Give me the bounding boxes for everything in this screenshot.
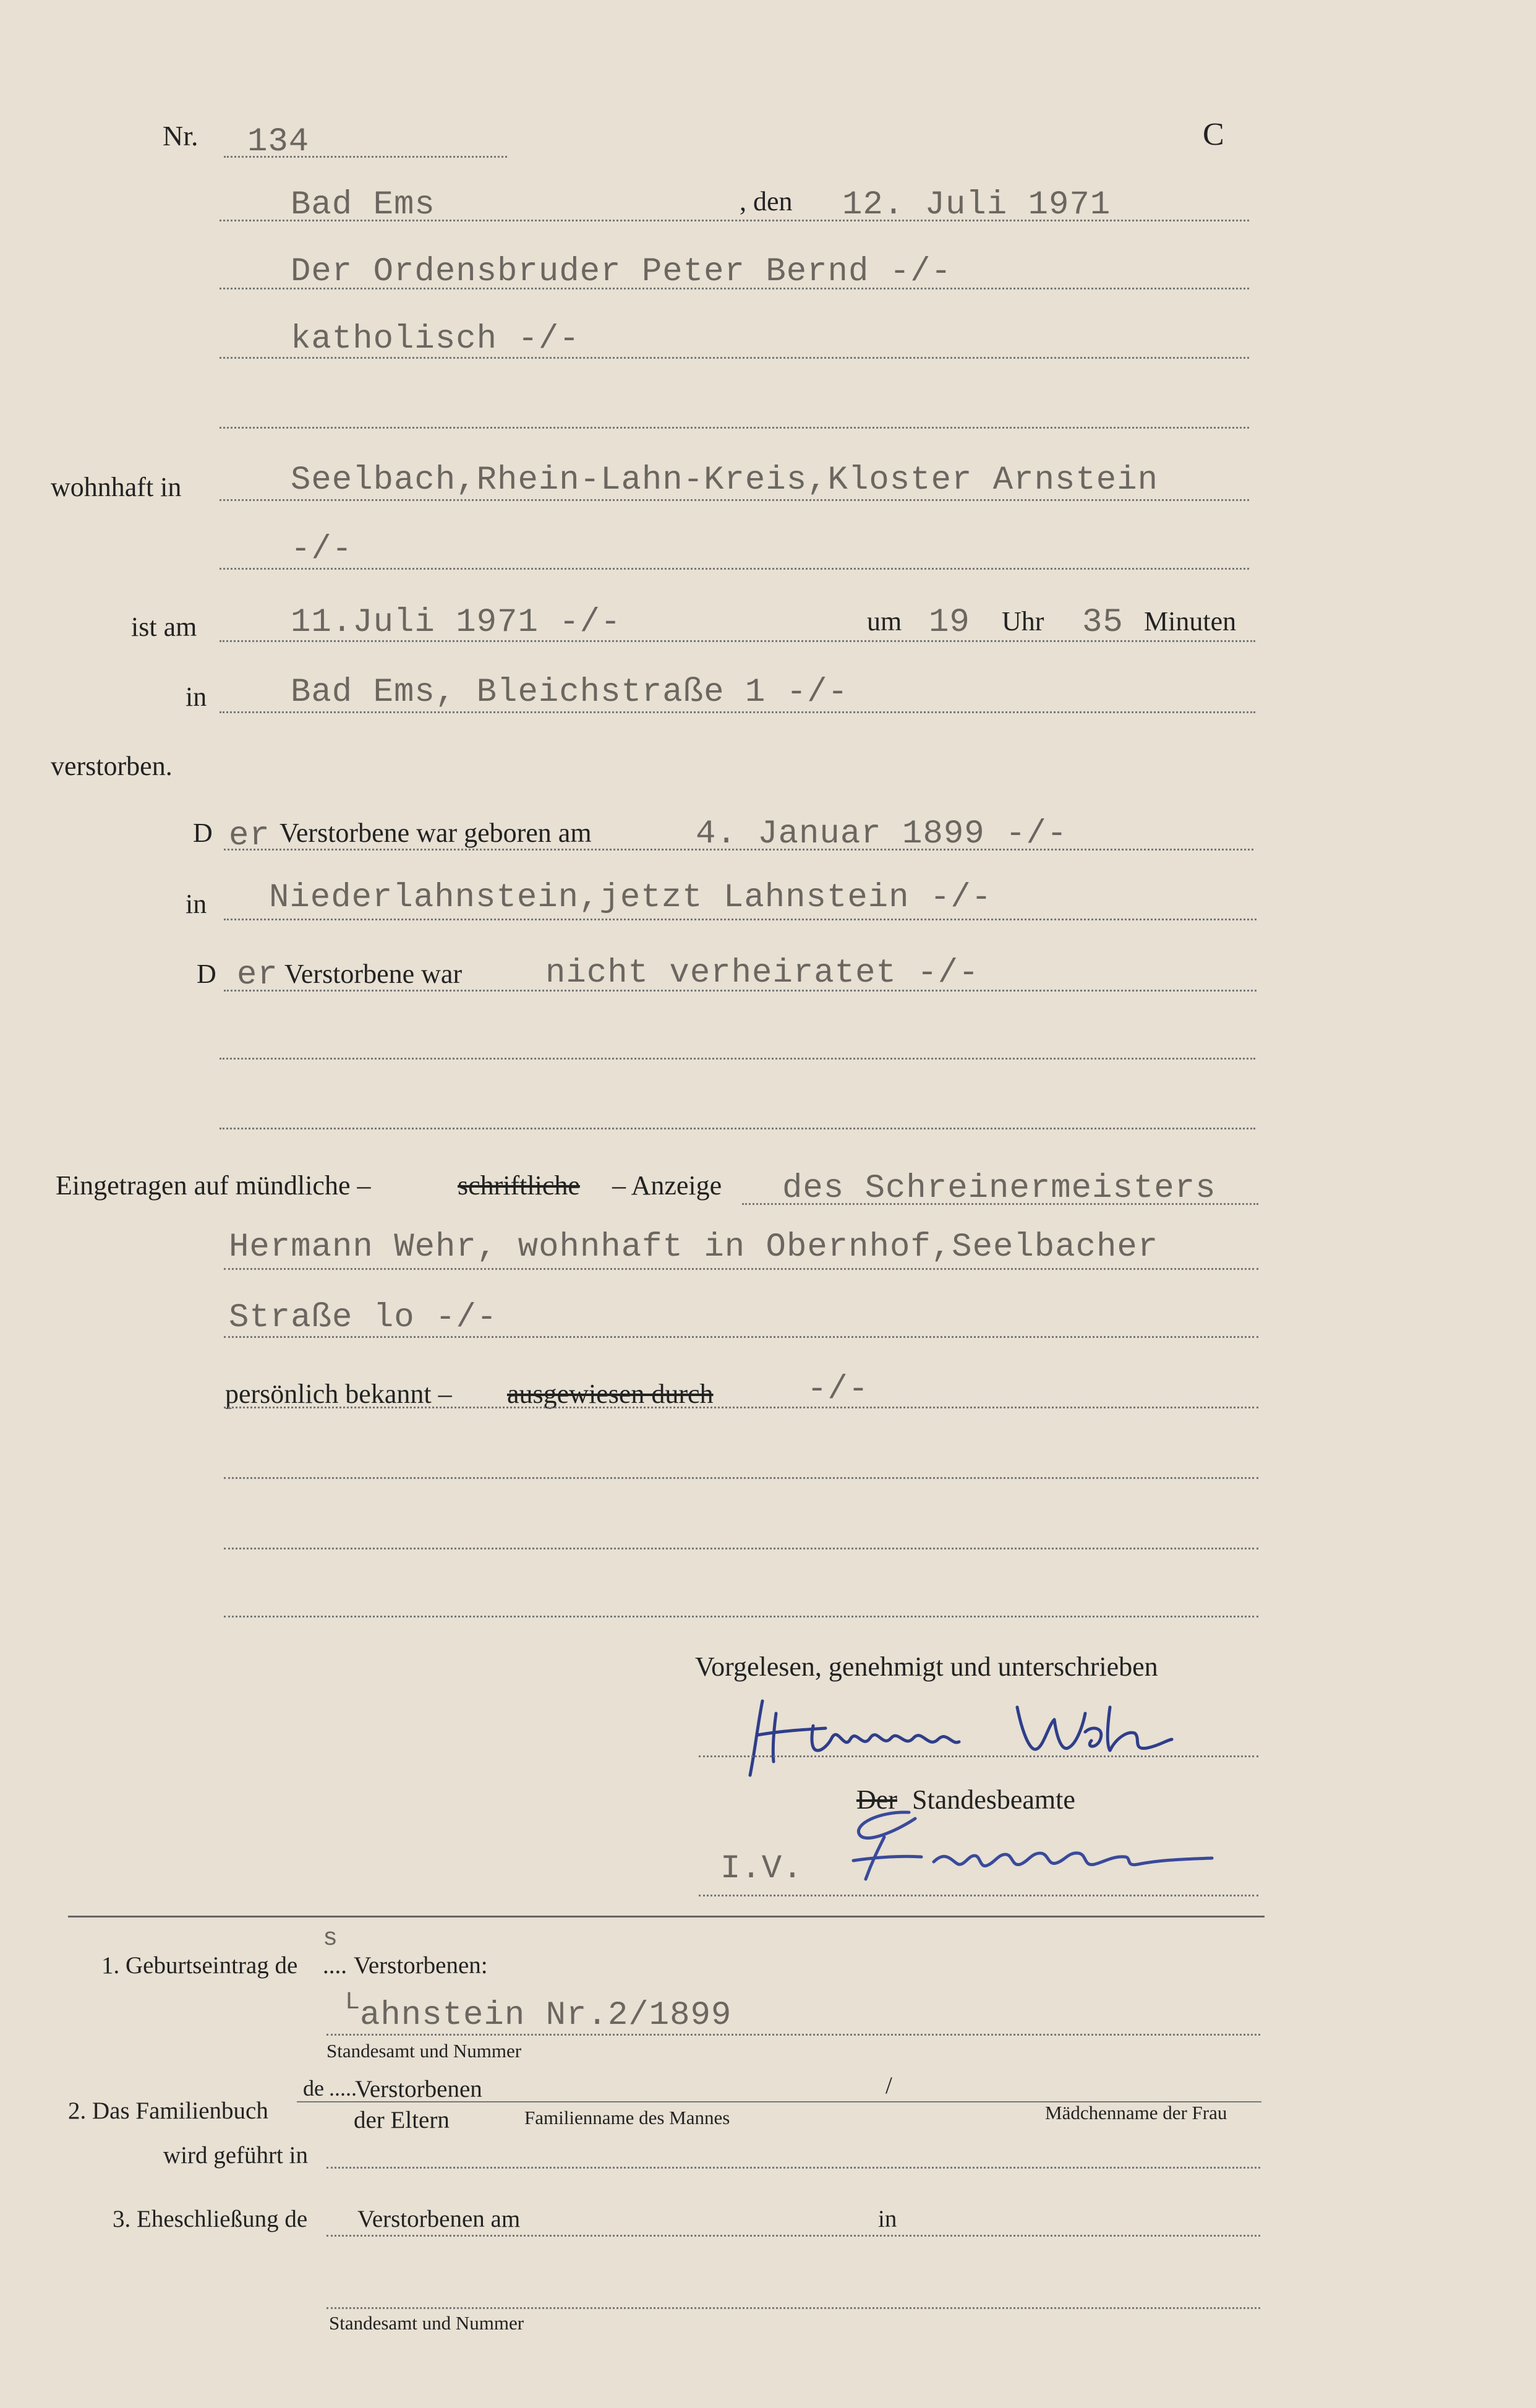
eingetragen-label: Eingetragen auf mündliche – (56, 1170, 371, 1201)
line-blank-2 (220, 1058, 1255, 1060)
birth-place: Niederlahnstein,jetzt Lahnstein -/- (269, 879, 992, 917)
maedchenname-label: Mädchenname der Frau (1045, 2102, 1227, 2123)
item3-in: in (878, 2206, 897, 2232)
marital-label: Verstorbene war (284, 959, 463, 989)
ausgewiesen-label: ausgewiesen durch (507, 1379, 714, 1409)
line-birth-date (224, 849, 1253, 851)
item2-verstorbenen: Verstorbenen (355, 2076, 482, 2102)
item1-suffix-typed: s (323, 1925, 339, 1953)
minuten-label: Minuten (1144, 606, 1237, 636)
item1-verstorbenen: Verstorbenen: (354, 1952, 488, 1979)
birth-in-label: in (186, 889, 207, 919)
schriftliche-label: schriftliche (458, 1170, 580, 1201)
item1-label: 1. Geburtseintrag de (101, 1952, 298, 1979)
item3-verstorbenen: Verstorbenen am (357, 2206, 521, 2232)
death-minutes: 35 (1082, 604, 1124, 641)
geboren-label: Verstorbene war geboren am (279, 818, 592, 848)
footer-divider (68, 1916, 1265, 1917)
anzeige-label: – Anzeige (612, 1170, 722, 1201)
line-residence-2 (220, 568, 1249, 570)
standesbeamte-label: Standesbeamte (912, 1785, 1075, 1815)
item2-dots: ..... (329, 2076, 357, 2101)
registry-date: 12. Juli 1971 (842, 186, 1111, 224)
line-name (220, 288, 1249, 289)
wird-gefuehrt-label: wird geführt in (163, 2142, 308, 2169)
line-religion (220, 357, 1249, 359)
line-item3 (326, 2235, 1260, 2237)
item3-label: 3. Eheschließung de (113, 2206, 308, 2232)
line-birth-place (224, 919, 1257, 920)
informant-line-3: Straße lo -/- (229, 1299, 498, 1337)
line-informant-signature (699, 1755, 1258, 1757)
line-item2-wird (326, 2167, 1260, 2169)
marital-d-label: D (197, 959, 216, 989)
line-item3-standesamt (326, 2307, 1260, 2309)
registry-place: Bad Ems (291, 186, 435, 224)
item2-eltern: der Eltern (354, 2107, 450, 2133)
line-informant-2 (224, 1268, 1258, 1270)
informant-signature (739, 1689, 1197, 1781)
bekannt-value: -/- (807, 1371, 869, 1408)
marital-status: nicht verheiratet -/- (545, 954, 979, 992)
death-in-label: in (186, 682, 207, 712)
informant-line-1: des Schreinermeisters (782, 1170, 1216, 1207)
der-label: Der (856, 1785, 897, 1815)
wohnhaft-label: wohnhaft in (51, 472, 182, 502)
item2-label: 2. Das Familienbuch (68, 2097, 268, 2124)
marital-er-typed: er (237, 956, 278, 994)
birth-er-typed: er (229, 817, 270, 855)
item1-value: ahnstein Nr.2/1899 (360, 1997, 732, 2034)
line-bekannt (224, 1407, 1258, 1408)
item1-dots: .... (323, 1952, 347, 1979)
item2-slash: / (885, 2072, 892, 2099)
line-informant-3 (224, 1336, 1258, 1338)
nr-label: Nr. (163, 120, 198, 152)
vorgelesen-label: Vorgelesen, genehmigt und unterschrieben (695, 1652, 1158, 1682)
birth-d-label: D (193, 818, 213, 848)
line-item1 (326, 2034, 1260, 2036)
birth-date: 4. Januar 1899 -/- (696, 815, 1068, 853)
line-death-place (220, 711, 1255, 713)
line-blank-3 (220, 1128, 1255, 1129)
iv-label: I.V. (720, 1850, 803, 1888)
death-place: Bad Ems, Bleichstraße 1 -/- (291, 674, 848, 711)
residence-line-1: Seelbach,Rhein-Lahn-Kreis,Kloster Arnstein (291, 461, 1159, 499)
religion: katholisch -/- (291, 320, 580, 358)
form-letter: C (1203, 117, 1224, 152)
bekannt-label: persönlich bekannt – (225, 1379, 452, 1409)
uhr-label: Uhr (1002, 606, 1044, 636)
standesamt-label-2: Standesamt und Nummer (329, 2312, 524, 2334)
ist-am-label: ist am (131, 612, 197, 642)
death-date: 11.Juli 1971 -/- (291, 604, 621, 641)
deceased-name: Der Ordensbruder Peter Bernd -/- (291, 253, 952, 291)
line-blank-1 (220, 427, 1249, 429)
item1-value-initial: L (345, 1989, 361, 2016)
register-number: 134 (247, 123, 310, 161)
um-label: um (867, 606, 902, 636)
standesamt-label-1: Standesamt und Nummer (326, 2040, 522, 2062)
line-informant-1 (742, 1203, 1258, 1205)
den-label: , den (740, 186, 793, 216)
official-signature (841, 1800, 1224, 1893)
line-blank-5 (224, 1548, 1258, 1549)
line-blank-4 (224, 1477, 1258, 1479)
item2-de: de (303, 2076, 324, 2101)
familienname-label: Familienname des Mannes (524, 2107, 730, 2128)
line-place-date (220, 220, 1249, 221)
residence-line-2: -/- (291, 531, 353, 568)
line-official-signature (699, 1895, 1258, 1896)
line-death-date (220, 640, 1255, 642)
line-residence-1 (220, 499, 1249, 501)
informant-line-2: Hermann Wehr, wohnhaft in Obernhof,Seelbacher (229, 1228, 1159, 1266)
line-blank-6 (224, 1616, 1258, 1617)
line-marital (224, 990, 1257, 992)
verstorben-label: verstorben. (51, 751, 173, 781)
nr-line (224, 156, 507, 158)
death-hour: 19 (929, 604, 970, 641)
